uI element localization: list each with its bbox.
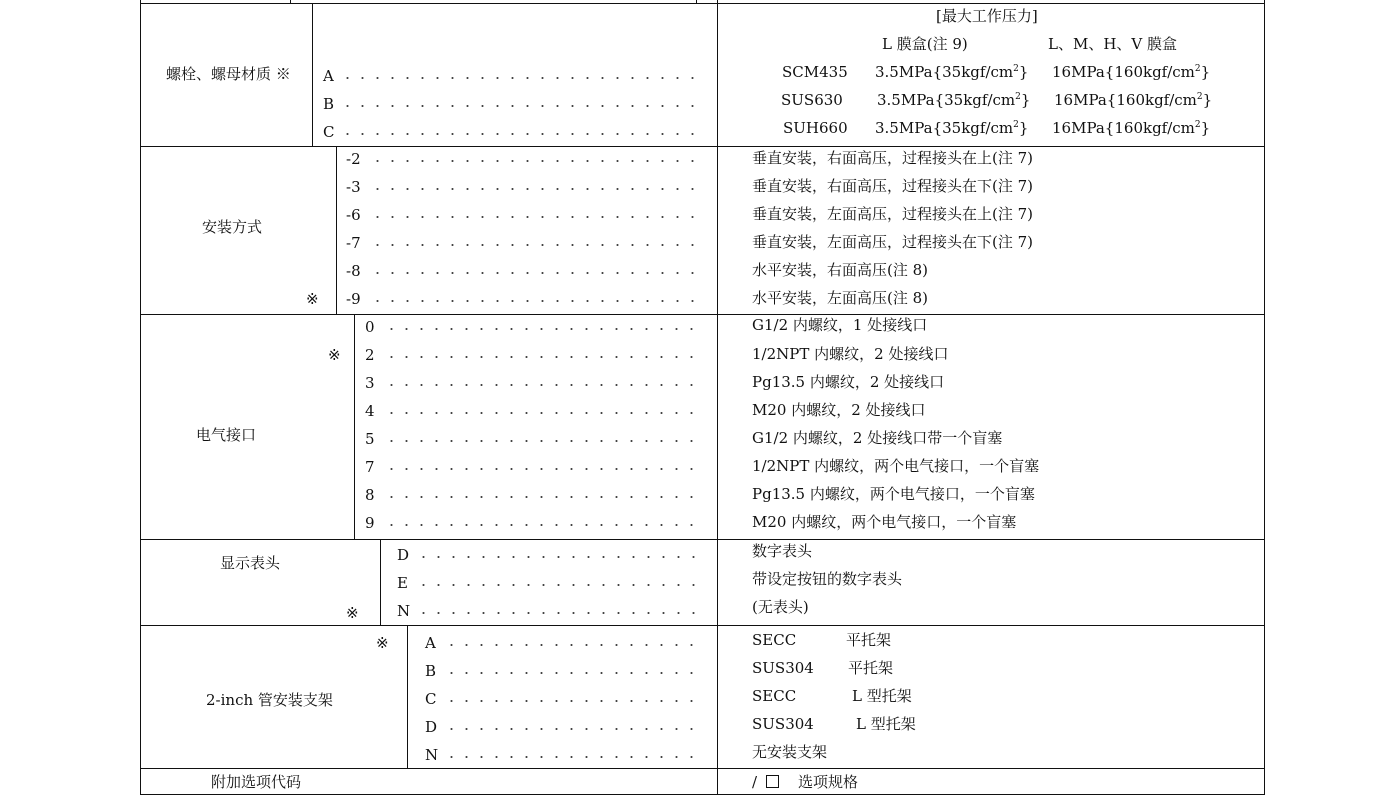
mounting-label: 安装方式 xyxy=(202,218,263,236)
electrical-desc: G1/2 内螺纹，2 处接线口带一个盲塞 xyxy=(752,429,1003,447)
display-desc: (无表头) xyxy=(752,598,809,616)
electrical-leader xyxy=(380,462,702,476)
material-name: SUH660 xyxy=(783,119,848,137)
mounting-code: -6 xyxy=(346,206,361,224)
bracket-material: SUS304 xyxy=(752,659,814,677)
electrical-code: 7 xyxy=(365,458,375,476)
mounting-code: -3 xyxy=(346,178,361,196)
mounting-desc: 垂直安装，左面高压，过程接头在下(注 7) xyxy=(752,233,1034,251)
electrical-desc: G1/2 内螺纹，1 处接线口 xyxy=(752,316,928,334)
lmhv-pressure-value: $16MPa\{160kgf/cm^2\}$ xyxy=(1052,119,1211,137)
mounting-desc: 水平安装，左面高压(注 8) xyxy=(752,289,929,307)
electrical-divider xyxy=(140,539,1265,540)
mounting-code: -9 xyxy=(346,290,361,308)
top-row-bracket xyxy=(696,0,697,3)
material-label: 螺栓、螺母材质 ※ xyxy=(166,65,291,83)
display-code: E xyxy=(397,574,408,592)
bracket-code: C xyxy=(425,690,437,708)
bracket-type: 平托架 xyxy=(848,659,894,677)
pressure-header: [最大工作压力] xyxy=(936,7,1038,25)
bracket-code: A xyxy=(425,634,436,652)
material-code-c-leader xyxy=(336,127,702,141)
electrical-desc: 1/2NPT 内螺纹，2 处接线口 xyxy=(752,345,949,363)
l-pressure-value: $3.5MPa\{35kgf/cm^2\}$ xyxy=(875,63,1029,81)
mounting-leader xyxy=(366,238,702,252)
electrical-code: 8 xyxy=(365,486,375,504)
display-leader xyxy=(412,606,702,620)
display-desc: 数字表头 xyxy=(752,542,813,560)
electrical-leader xyxy=(380,322,702,336)
electrical-code: 0 xyxy=(365,318,375,336)
electrical-code-divider xyxy=(354,314,355,540)
electrical-leader xyxy=(380,378,702,392)
material-name: SUS630 xyxy=(781,91,843,109)
bracket-label: 2-inch 管安装支架 xyxy=(206,691,333,709)
material-divider xyxy=(140,146,1265,147)
material-code-b-leader xyxy=(336,99,702,113)
display-code: N xyxy=(397,602,411,620)
electrical-default-mark: ※ xyxy=(328,346,341,364)
electrical-label: 电气接口 xyxy=(196,426,257,444)
bracket-material: SECC xyxy=(752,687,797,705)
description-column-border xyxy=(717,0,718,795)
electrical-desc: M20 内螺纹，两个电气接口，一个盲塞 xyxy=(752,513,1017,531)
mounting-desc: 垂直安装，右面高压，过程接头在上(注 7) xyxy=(752,149,1034,167)
mounting-leader xyxy=(366,294,702,308)
mounting-leader xyxy=(366,182,702,196)
table-bottom-border xyxy=(140,794,1265,795)
display-label: 显示表头 xyxy=(220,554,281,572)
bracket-type: L 型托架 xyxy=(852,687,912,705)
electrical-desc: M20 内螺纹，2 处接线口 xyxy=(752,401,926,419)
electrical-desc: 1/2NPT 内螺纹，两个电气接口，一个盲塞 xyxy=(752,457,1040,475)
mounting-leader xyxy=(366,266,702,280)
lmhv-pressure-value: $16MPa\{160kgf/cm^2\}$ xyxy=(1054,91,1213,109)
l-capsule-header: L 膜盒(注 9) xyxy=(882,35,968,53)
electrical-code: 3 xyxy=(365,374,375,392)
lmhv-capsule-header: L、M、H、V 膜盒 xyxy=(1048,35,1178,53)
bracket-divider xyxy=(140,768,1265,769)
mounting-code: -7 xyxy=(346,234,361,252)
electrical-leader xyxy=(380,350,702,364)
bracket-material: SUS304 xyxy=(752,715,814,733)
bracket-type: 平托架 xyxy=(846,631,892,649)
bracket-leader xyxy=(440,722,702,736)
material-name: SCM435 xyxy=(782,63,848,81)
electrical-code: 5 xyxy=(365,430,375,448)
display-code: D xyxy=(397,546,410,564)
material-code-a: A xyxy=(323,67,334,85)
electrical-leader xyxy=(380,490,702,504)
bracket-material: 无安装支架 xyxy=(752,743,828,761)
mounting-desc: 垂直安装，左面高压，过程接头在上(注 7) xyxy=(752,205,1034,223)
bracket-code: N xyxy=(425,746,439,764)
table-top-border xyxy=(140,3,1265,4)
display-code-divider xyxy=(380,539,381,626)
l-pressure-value: $3.5MPa\{35kgf/cm^2\}$ xyxy=(877,91,1031,109)
table-right-border xyxy=(1264,0,1265,795)
bracket-material: SECC xyxy=(752,631,797,649)
mounting-code-divider xyxy=(336,146,337,315)
display-divider xyxy=(140,625,1265,626)
display-leader xyxy=(412,550,702,564)
mounting-desc: 水平安装，右面高压(注 8) xyxy=(752,261,929,279)
electrical-leader xyxy=(380,518,702,532)
bracket-code-divider xyxy=(407,625,408,769)
options-slash: / xyxy=(752,773,758,791)
top-row-tick xyxy=(290,0,291,3)
options-desc: 选项规格 xyxy=(798,773,859,791)
bracket-leader xyxy=(440,750,702,764)
electrical-desc: Pg13.5 内螺纹，2 处接线口 xyxy=(752,373,945,391)
electrical-leader xyxy=(380,434,702,448)
bracket-leader xyxy=(440,694,702,708)
mounting-leader xyxy=(366,210,702,224)
material-code-divider xyxy=(312,3,313,147)
table-left-border xyxy=(140,0,141,795)
electrical-code: 9 xyxy=(365,514,375,532)
electrical-leader xyxy=(380,406,702,420)
options-label: 附加选项代码 xyxy=(211,773,302,791)
mounting-code: -8 xyxy=(346,262,361,280)
lmhv-pressure-value: $16MPa\{160kgf/cm^2\}$ xyxy=(1052,63,1211,81)
mounting-default-mark: ※ xyxy=(306,290,319,308)
display-default-mark: ※ xyxy=(346,604,359,622)
bracket-code: D xyxy=(425,718,438,736)
l-pressure-value: $3.5MPa\{35kgf/cm^2\}$ xyxy=(875,119,1029,137)
bracket-default-mark: ※ xyxy=(376,634,389,652)
bracket-type: L 型托架 xyxy=(856,715,916,733)
bracket-leader xyxy=(440,638,702,652)
mounting-code: -2 xyxy=(346,150,361,168)
electrical-code: 4 xyxy=(365,402,375,420)
mounting-desc: 垂直安装，右面高压，过程接头在下(注 7) xyxy=(752,177,1034,195)
mounting-leader xyxy=(366,154,702,168)
electrical-desc: Pg13.5 内螺纹，两个电气接口，一个盲塞 xyxy=(752,485,1035,503)
bracket-code: B xyxy=(425,662,437,680)
material-code-b: B xyxy=(323,95,335,113)
electrical-code: 2 xyxy=(365,346,375,364)
bracket-leader xyxy=(440,666,702,680)
material-code-a-leader xyxy=(336,71,702,85)
option-placeholder-box-icon xyxy=(766,775,779,788)
material-code-c: C xyxy=(323,123,335,141)
display-leader xyxy=(412,578,702,592)
display-desc: 带设定按钮的数字表头 xyxy=(752,570,903,588)
mounting-divider xyxy=(140,314,1265,315)
